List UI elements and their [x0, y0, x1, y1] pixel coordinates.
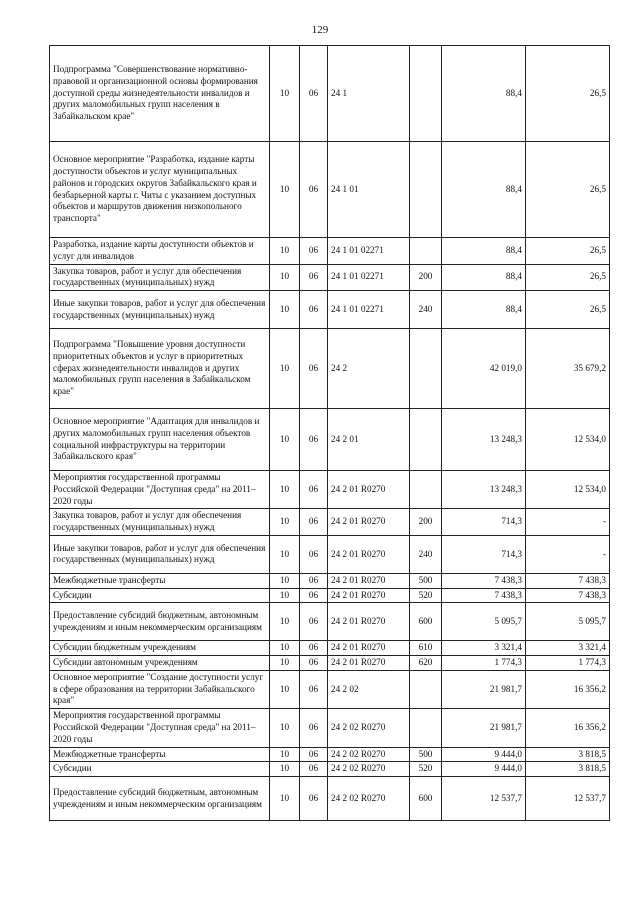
target-article-code: 24 2 02 R0270: [328, 747, 410, 762]
table-row: [50, 777, 610, 821]
section-code: 10: [270, 409, 300, 471]
amount-executed: 26,5: [526, 238, 610, 265]
item-name: Субсидии: [50, 762, 270, 777]
amount-approved: 12 537,7: [442, 777, 526, 821]
table-row: [50, 471, 610, 509]
target-article-code: 24 2 02 R0270: [328, 777, 410, 821]
amount-approved: 21 981,7: [442, 670, 526, 708]
expense-type-code: 620: [410, 656, 442, 671]
expense-type-code: [410, 709, 442, 747]
item-name: Мероприятия государственной программы Российской Федерации "Доступная среда" на 2011–2020 годы: [50, 471, 270, 509]
item-name: Основное мероприятие "Создание доступности услуг в сфере образования на территории Забайкальского края": [50, 670, 270, 708]
subsection-code: 06: [300, 747, 328, 762]
subsection-code: 06: [300, 588, 328, 603]
expense-type-code: [410, 142, 442, 238]
subsection-code: 06: [300, 573, 328, 588]
amount-executed: 7 438,3: [526, 588, 610, 603]
subsection-code: 06: [300, 409, 328, 471]
target-article-code: 24 2 01: [328, 409, 410, 471]
section-code: 10: [270, 573, 300, 588]
amount-approved: 9 444,0: [442, 747, 526, 762]
amount-approved: 88,4: [442, 142, 526, 238]
amount-executed: 16 356,2: [526, 670, 610, 708]
target-article-code: 24 2 01 R0270: [328, 603, 410, 641]
item-name: Разработка, издание карты доступности объектов и услуг для инвалидов: [50, 238, 270, 265]
amount-executed: 35 679,2: [526, 329, 610, 409]
amount-executed: -: [526, 535, 610, 573]
subsection-code: 06: [300, 471, 328, 509]
amount-approved: 21 981,7: [442, 709, 526, 747]
section-code: 10: [270, 329, 300, 409]
target-article-code: 24 1 01: [328, 142, 410, 238]
target-article-code: 24 2 01 R0270: [328, 573, 410, 588]
expense-type-code: 600: [410, 603, 442, 641]
table-row: [50, 509, 610, 536]
target-article-code: 24 2 01 R0270: [328, 535, 410, 573]
target-article-code: 24 1 01 02271: [328, 238, 410, 265]
section-code: 10: [270, 471, 300, 509]
item-name: Межбюджетные трансферты: [50, 573, 270, 588]
table-row: [50, 535, 610, 573]
amount-executed: 26,5: [526, 264, 610, 291]
target-article-code: 24 2 01 R0270: [328, 641, 410, 656]
item-name: Подпрограмма "Совершенствование нормативно-правовой и организационной основы формирования доступной среды жизнедеятельности инвалидов и других маломобильных групп населения в Забайкальском крае": [50, 46, 270, 142]
subsection-code: 06: [300, 709, 328, 747]
amount-executed: 26,5: [526, 142, 610, 238]
item-name: Межбюджетные трансферты: [50, 747, 270, 762]
section-code: 10: [270, 603, 300, 641]
amount-approved: 7 438,3: [442, 588, 526, 603]
table-row: [50, 588, 610, 603]
amount-executed: 5 095,7: [526, 603, 610, 641]
amount-approved: 13 248,3: [442, 409, 526, 471]
expense-type-code: 500: [410, 747, 442, 762]
amount-approved: 3 321,4: [442, 641, 526, 656]
amount-executed: 1 774,3: [526, 656, 610, 671]
section-code: 10: [270, 535, 300, 573]
expense-type-code: [410, 471, 442, 509]
subsection-code: 06: [300, 329, 328, 409]
section-code: 10: [270, 509, 300, 536]
amount-executed: 3 321,4: [526, 641, 610, 656]
page-number: 129: [311, 24, 329, 36]
item-name: Предоставление субсидий бюджетным, автономным учреждениям и иным некоммерческим организациям: [50, 603, 270, 641]
subsection-code: 06: [300, 291, 328, 329]
amount-executed: 12 537,7: [526, 777, 610, 821]
subsection-code: 06: [300, 509, 328, 536]
section-code: 10: [270, 777, 300, 821]
subsection-code: 06: [300, 777, 328, 821]
amount-executed: 26,5: [526, 46, 610, 142]
target-article-code: 24 2 02 R0270: [328, 709, 410, 747]
section-code: 10: [270, 747, 300, 762]
target-article-code: 24 2: [328, 329, 410, 409]
amount-approved: 7 438,3: [442, 573, 526, 588]
target-article-code: 24 2 01 R0270: [328, 656, 410, 671]
table-row: [50, 603, 610, 641]
table-row: [50, 46, 610, 142]
amount-approved: 13 248,3: [442, 471, 526, 509]
item-name: Субсидии автономным учреждениям: [50, 656, 270, 671]
amount-executed: 12 534,0: [526, 471, 610, 509]
subsection-code: 06: [300, 142, 328, 238]
item-name: Закупка товаров, работ и услуг для обеспечения государственных (муниципальных) нужд: [50, 509, 270, 536]
item-name: Субсидии бюджетным учреждениям: [50, 641, 270, 656]
table-body: [50, 46, 610, 821]
subsection-code: 06: [300, 603, 328, 641]
expense-type-code: 520: [410, 588, 442, 603]
amount-executed: -: [526, 509, 610, 536]
subsection-code: 06: [300, 264, 328, 291]
table-row: [50, 409, 610, 471]
item-name: Предоставление субсидий бюджетным, автономным учреждениям и иным некоммерческим организациям: [50, 777, 270, 821]
amount-approved: 88,4: [442, 291, 526, 329]
section-code: 10: [270, 656, 300, 671]
target-article-code: 24 2 02: [328, 670, 410, 708]
item-name: Иные закупки товаров, работ и услуг для обеспечения государственных (муниципальных) нужд: [50, 291, 270, 329]
expense-type-code: [410, 238, 442, 265]
section-code: 10: [270, 46, 300, 142]
subsection-code: 06: [300, 641, 328, 656]
subsection-code: 06: [300, 46, 328, 142]
section-code: 10: [270, 588, 300, 603]
target-article-code: 24 1 01 02271: [328, 264, 410, 291]
table-row: [50, 747, 610, 762]
target-article-code: 24 2 02 R0270: [328, 762, 410, 777]
expense-type-code: 600: [410, 777, 442, 821]
expense-type-code: [410, 329, 442, 409]
expense-type-code: [410, 409, 442, 471]
amount-approved: 88,4: [442, 264, 526, 291]
expense-type-code: 610: [410, 641, 442, 656]
expense-type-code: 200: [410, 264, 442, 291]
item-name: Основное мероприятие "Адаптация для инвалидов и других маломобильных групп населения объектов социальной инфраструктуры на территории Забайкальского края": [50, 409, 270, 471]
budget-table: [49, 45, 610, 821]
amount-executed: 16 356,2: [526, 709, 610, 747]
subsection-code: 06: [300, 762, 328, 777]
table-row: [50, 238, 610, 265]
expense-type-code: [410, 46, 442, 142]
expense-type-code: [410, 670, 442, 708]
amount-approved: 9 444,0: [442, 762, 526, 777]
amount-approved: 88,4: [442, 238, 526, 265]
target-article-code: 24 1: [328, 46, 410, 142]
section-code: 10: [270, 142, 300, 238]
table-row: [50, 641, 610, 656]
expense-type-code: 240: [410, 535, 442, 573]
amount-executed: 3 818,5: [526, 762, 610, 777]
amount-approved: 714,3: [442, 535, 526, 573]
table-row: [50, 329, 610, 409]
expense-type-code: 500: [410, 573, 442, 588]
amount-approved: 1 774,3: [442, 656, 526, 671]
section-code: 10: [270, 670, 300, 708]
table-row: [50, 709, 610, 747]
subsection-code: 06: [300, 670, 328, 708]
amount-executed: 12 534,0: [526, 409, 610, 471]
target-article-code: 24 2 01 R0270: [328, 471, 410, 509]
amount-approved: 714,3: [442, 509, 526, 536]
amount-approved: 88,4: [442, 46, 526, 142]
expense-type-code: 200: [410, 509, 442, 536]
section-code: 10: [270, 238, 300, 265]
item-name: Мероприятия государственной программы Российской Федерации "Доступная среда" на 2011–2020 годы: [50, 709, 270, 747]
target-article-code: 24 2 01 R0270: [328, 588, 410, 603]
item-name: Подпрограмма "Повышение уровня доступности приоритетных объектов и услуг в приоритетных сферах жизнедеятельности инвалидов и других маломобильных групп населения в Забайкальском крае": [50, 329, 270, 409]
section-code: 10: [270, 291, 300, 329]
amount-approved: 5 095,7: [442, 603, 526, 641]
target-article-code: 24 2 01 R0270: [328, 509, 410, 536]
amount-executed: 3 818,5: [526, 747, 610, 762]
table-row: [50, 656, 610, 671]
amount-approved: 42 019,0: [442, 329, 526, 409]
section-code: 10: [270, 709, 300, 747]
table-row: [50, 573, 610, 588]
item-name: Субсидии: [50, 588, 270, 603]
item-name: Иные закупки товаров, работ и услуг для обеспечения государственных (муниципальных) нужд: [50, 535, 270, 573]
subsection-code: 06: [300, 238, 328, 265]
table-row: [50, 264, 610, 291]
expense-type-code: 240: [410, 291, 442, 329]
table-row: [50, 291, 610, 329]
item-name: Закупка товаров, работ и услуг для обеспечения государственных (муниципальных) нужд: [50, 264, 270, 291]
subsection-code: 06: [300, 656, 328, 671]
section-code: 10: [270, 641, 300, 656]
section-code: 10: [270, 762, 300, 777]
table-row: [50, 142, 610, 238]
subsection-code: 06: [300, 535, 328, 573]
table-row: [50, 762, 610, 777]
amount-executed: 7 438,3: [526, 573, 610, 588]
target-article-code: 24 1 01 02271: [328, 291, 410, 329]
expense-type-code: 520: [410, 762, 442, 777]
amount-executed: 26,5: [526, 291, 610, 329]
section-code: 10: [270, 264, 300, 291]
item-name: Основное мероприятие "Разработка, издание карты доступности объектов и услуг муниципальных районов и городских округов Забайкальского края и безбарьерной карты г. Читы с указанием доступных объектов и маршрутов движения низкопольного транспорта": [50, 142, 270, 238]
table-row: [50, 670, 610, 708]
